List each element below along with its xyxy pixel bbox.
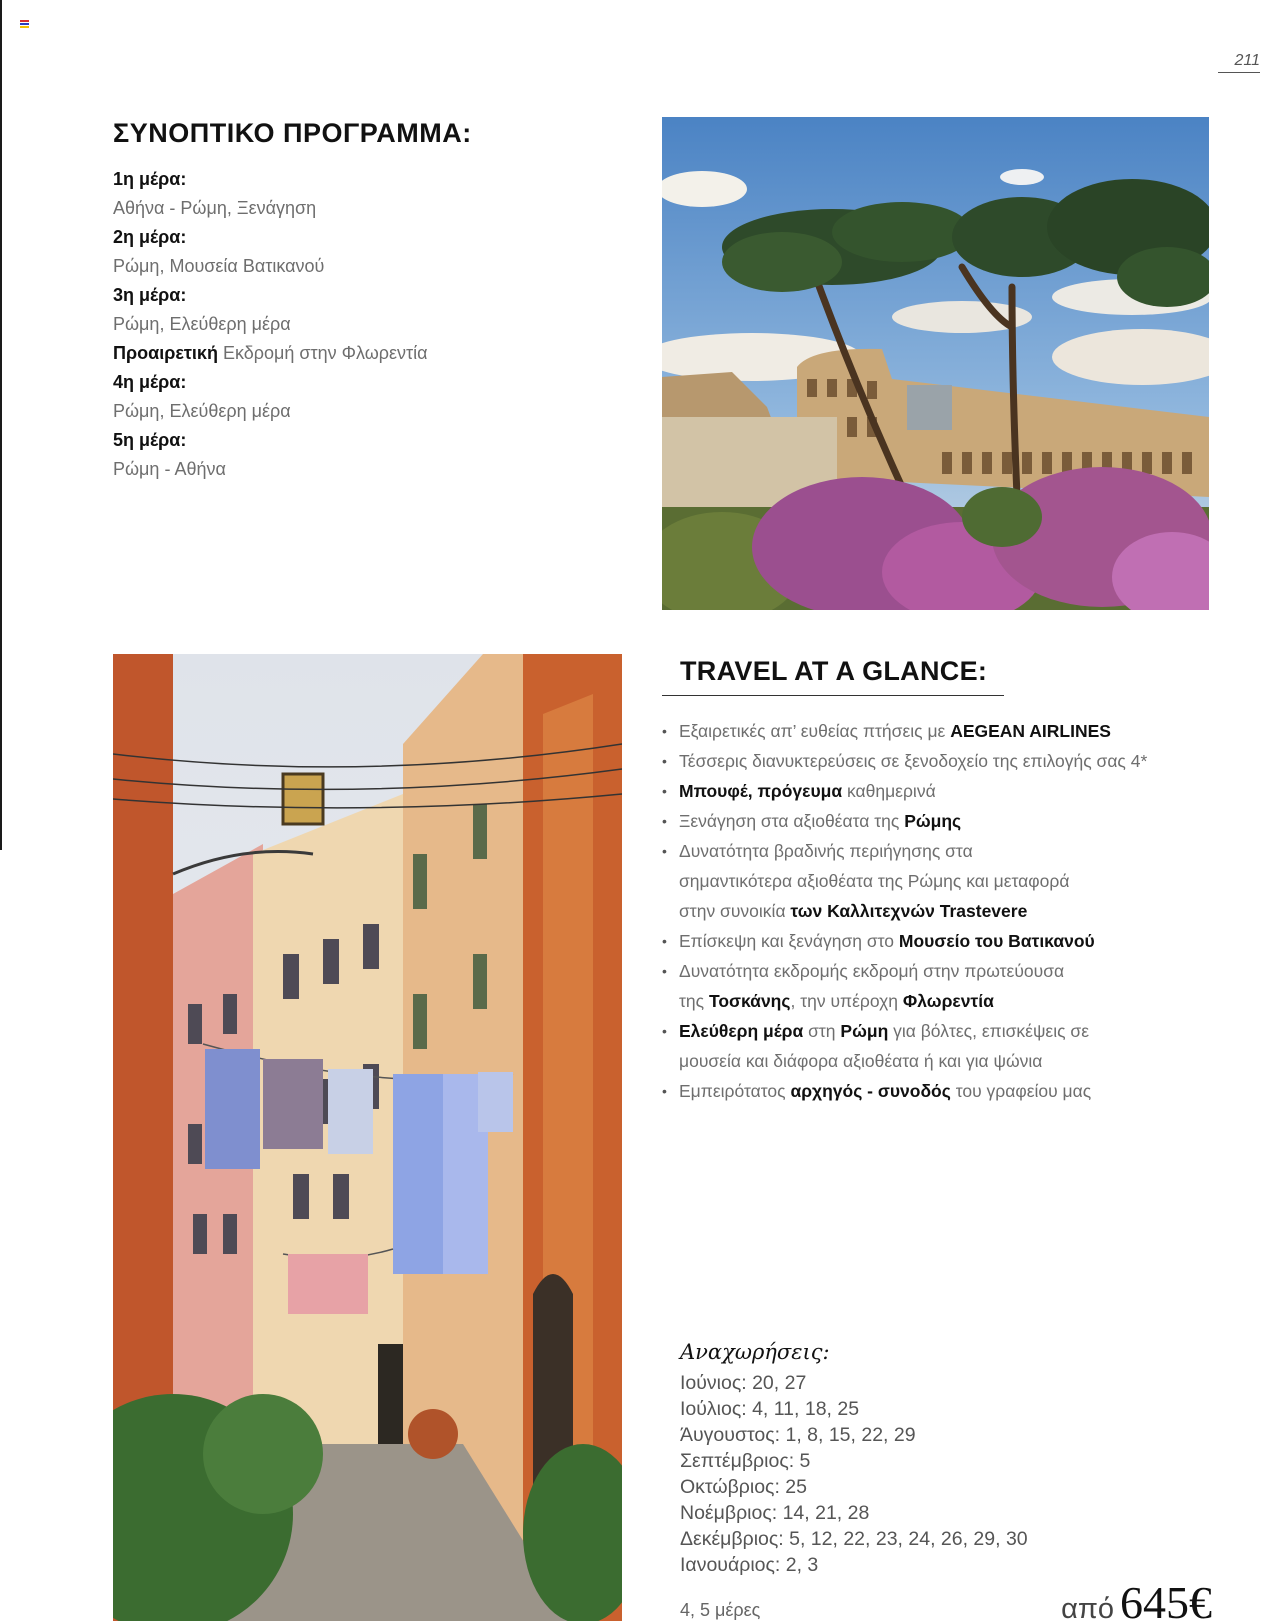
day-description: Ρώμη, Ελεύθερη μέρα (113, 314, 291, 334)
glance-title: TRAVEL AT A GLANCE: (680, 656, 988, 686)
trastevere-street-photo (113, 654, 622, 1621)
item-text: σημαντικότερα αξιοθέατα της Ρώμης και μεταφορά (679, 871, 1070, 891)
item-highlight: Τοσκάνης (708, 991, 791, 1011)
optional-text: Εκδρομή στην Φλωρεντία (217, 343, 428, 363)
bullet-icon: • (662, 783, 667, 799)
colosseum-photo (662, 117, 1209, 610)
bullet-icon: • (662, 753, 667, 769)
day-label: 3η μέρα: (113, 285, 187, 305)
optional-label: Προαιρετική (113, 343, 218, 363)
day-label: 5η μέρα: (113, 430, 187, 450)
item-text: Ξενάγηση στα αξιοθέατα της (679, 811, 905, 831)
optional-excursion (113, 339, 613, 368)
bullet-icon: • (662, 963, 667, 979)
departures-section (680, 1340, 1240, 1578)
price-prefix: από (1061, 1593, 1114, 1624)
day-description: Ρώμη, Ελεύθερη μέρα (113, 401, 291, 421)
departure-month: Σεπτέμβριος: 5 (680, 1450, 811, 1472)
left-edge-rule (0, 0, 2, 850)
bullet-icon: • (662, 723, 667, 739)
glance-item (662, 1016, 1222, 1076)
bullet-icon: • (662, 933, 667, 949)
day-label: 4η μέρα: (113, 372, 187, 392)
colosseum-illustration (662, 117, 1209, 610)
flag-icon (20, 20, 29, 28)
departure-month: Δεκέμβριος: 5, 12, 22, 23, 24, 26, 29, 30 (680, 1528, 1028, 1550)
price (1061, 1576, 1212, 1624)
departure-month: Νοέμβριος: 14, 21, 28 (680, 1502, 870, 1524)
item-highlight: Ελεύθερη μέρα (679, 1021, 804, 1041)
item-text: μουσεία και διάφορα αξιοθέατα ή και για ψώνια (679, 1051, 1043, 1071)
departure-month: Οκτώβριος: 25 (680, 1476, 807, 1498)
glance-item (662, 776, 1222, 806)
day-description: Ρώμη - Αθήνα (113, 459, 226, 479)
glance-item (662, 1076, 1222, 1106)
item-highlight: Ρώμη (840, 1021, 889, 1041)
item-highlight: Φλωρεντία (902, 991, 994, 1011)
item-text: Τέσσερις διανυκτερεύσεις σε ξενοδοχείο της επιλογής σας 4* (679, 751, 1148, 771)
program-section (113, 118, 613, 484)
glance-item (662, 926, 1222, 956)
day-label: 2η μέρα: (113, 227, 187, 247)
item-highlight: AEGEAN AIRLINES (950, 721, 1111, 741)
item-highlight: αρχηγός - συνοδός (790, 1081, 951, 1101)
glance-item (662, 836, 1222, 926)
page-number: 211 (1234, 52, 1260, 69)
item-text: , την υπέροχη (790, 991, 903, 1011)
item-text: της (679, 991, 709, 1011)
departure-month: Άυγουστος: 1, 8, 15, 22, 29 (680, 1424, 916, 1446)
item-text: στη (803, 1021, 841, 1041)
item-text: Δυνατότητα βραδινής περιήγησης στα (679, 841, 973, 861)
day-label: 1η μέρα: (113, 169, 187, 189)
item-text: για βόλτες, επισκέψεις σε (888, 1021, 1090, 1041)
item-text: Δυνατότητα εκδρομής εκδρομή στην πρωτεύουσα (679, 961, 1065, 981)
glance-item (662, 716, 1222, 746)
item-text: στην συνοικία (679, 901, 791, 921)
bullet-icon: • (662, 813, 667, 829)
bullet-icon: • (662, 1083, 667, 1099)
departure-month: Ιανουάριος: 2, 3 (680, 1554, 819, 1576)
glance-list (662, 716, 1222, 1106)
item-text: καθημερινά (842, 781, 936, 801)
trip-duration: 4, 5 μέρες (680, 1600, 761, 1620)
item-text: του γραφείου μας (950, 1081, 1092, 1101)
glance-title-rule (662, 695, 1004, 696)
glance-item (662, 956, 1222, 1016)
departures-title: Αναχωρήσεις: (680, 1340, 830, 1364)
program-title: ΣΥΝΟΠΤΙΚΟ ΠΡΟΓΡΑΜΜΑ: (113, 118, 472, 148)
glance-item (662, 806, 1222, 836)
bullet-icon: • (662, 1023, 667, 1039)
street-illustration (113, 654, 622, 1621)
bullet-icon: • (662, 843, 667, 859)
departure-month: Ιούνιος: 20, 27 (680, 1372, 807, 1394)
item-highlight: των Καλλιτεχνών Trastevere (790, 901, 1028, 921)
item-text: Επίσκεψη και ξενάγηση στο (679, 931, 899, 951)
item-text: Εξαιρετικές απ’ ευθείας πτήσεις με (679, 721, 951, 741)
item-text: Εμπειρότατος (679, 1081, 791, 1101)
departure-month: Ιούλιος: 4, 11, 18, 25 (680, 1398, 860, 1420)
item-highlight: Μπουφέ, πρόγευμα (679, 781, 843, 801)
price-value: 645€ (1120, 1577, 1212, 1624)
day-description: Αθήνα - Ρώμη, Ξενάγηση (113, 198, 317, 218)
day-description: Ρώμη, Μουσεία Βατικανού (113, 256, 325, 276)
glance-item (662, 746, 1222, 776)
item-highlight: Ρώμης (904, 811, 962, 831)
item-highlight: Μουσείο του Βατικανού (898, 931, 1095, 951)
page-number-rule (1218, 72, 1260, 73)
travel-at-a-glance-section (662, 656, 1222, 1106)
